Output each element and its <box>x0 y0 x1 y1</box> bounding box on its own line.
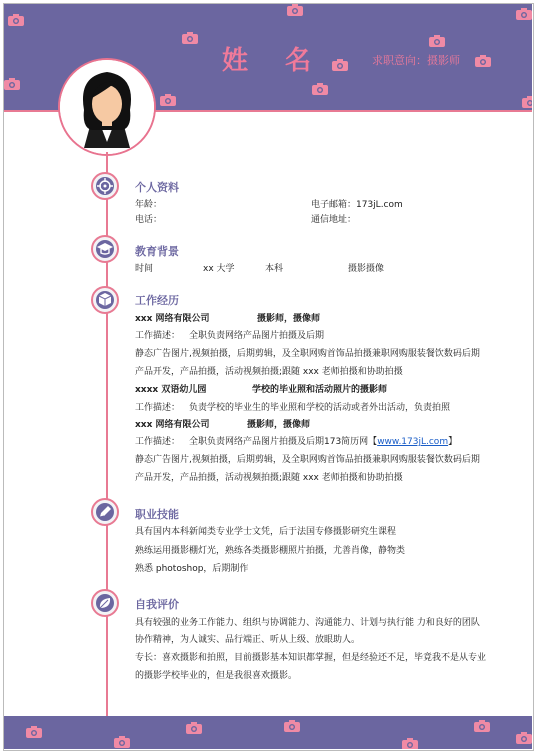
personal-node <box>91 172 119 200</box>
job3-desc-end: 】 <box>448 437 458 447</box>
job1-desc-label: 工作描述： <box>135 331 181 341</box>
education-time: 时间 <box>135 264 154 274</box>
skills-node <box>91 498 119 526</box>
skills-line2: 熟练运用摄影棚灯光，熟练各类摄影棚照片拍摄，尤善肖像，静物类 <box>135 546 406 556</box>
avatar <box>58 58 156 156</box>
camera-icon <box>4 78 20 90</box>
camera-icon <box>284 720 300 732</box>
camera-icon <box>26 726 42 738</box>
candidate-name: 姓 名 <box>222 46 326 76</box>
education-node <box>91 235 119 263</box>
job3-link[interactable]: www.173jL.com <box>377 437 449 447</box>
crosshair-icon <box>96 177 114 195</box>
job2-company: xxxx 双语幼儿园 <box>135 385 207 395</box>
job2-desc-label: 工作描述： <box>135 403 181 413</box>
camera-icon <box>332 59 348 71</box>
education-major: 摄影摄像 <box>348 264 385 274</box>
job3-role: 摄影师，摄像师 <box>247 420 311 430</box>
job1-desc: 全职负责网络产品图片拍摄及后期 <box>189 331 325 341</box>
evaluation-title: 自我评价 <box>135 598 179 611</box>
education-title: 教育背景 <box>135 245 179 258</box>
cube-icon <box>96 291 114 309</box>
camera-icon <box>186 722 202 734</box>
phone-label: 电话： <box>135 215 163 225</box>
footer-band <box>4 716 532 749</box>
evaluation-line2: 协作精神，为人诚实、品行端正、听从上级、放眼助人。 <box>135 635 361 645</box>
job2-role: 学校的毕业照和活动照片的摄影师 <box>252 385 388 395</box>
job1-company: xxx 网络有限公司 <box>135 314 210 324</box>
job3-desc: 全职负责网络产品图片拍摄及后期173简历网【 <box>189 437 378 447</box>
education-school: xx 大学 <box>203 264 235 274</box>
camera-icon <box>522 96 532 108</box>
job3-company: xxx 网络有限公司 <box>135 420 210 430</box>
graduation-cap-icon <box>96 240 114 258</box>
camera-icon <box>160 94 176 106</box>
camera-icon <box>516 8 532 20</box>
skills-title: 职业技能 <box>135 508 179 521</box>
camera-icon <box>8 14 24 26</box>
evaluation-line4: 的摄影学校毕业的，但是我很喜欢摄影。 <box>135 671 298 681</box>
age-label: 年龄： <box>135 200 163 210</box>
evaluation-node <box>91 589 119 617</box>
camera-icon <box>475 55 491 67</box>
camera-icon <box>429 35 445 47</box>
job3-desc-label: 工作描述： <box>135 437 181 447</box>
job3-line2: 静态广告图片,视频拍摄，后期剪辑，及全职网购首饰品拍摄兼职网购服装餐饮数码后期 <box>135 455 480 465</box>
job1-line3: 产品开发，产品拍摄，活动视频拍摄;跟随 xxx 老师拍摄和协助拍摄 <box>135 367 403 377</box>
job-target: 求职意向：摄影师 <box>372 54 460 67</box>
camera-icon <box>474 720 490 732</box>
leaf-icon <box>96 594 114 612</box>
camera-icon <box>287 4 303 16</box>
email-label: 电子邮箱：173jL.com <box>311 200 403 210</box>
evaluation-line3: 专长：喜欢摄影和拍照，目前摄影基本知识都掌握，但是经验还不足，毕竟我不是从专业 <box>135 653 487 663</box>
job3-desc-row <box>189 434 457 447</box>
evaluation-line1: 具有较强的业务工作能力、组织与协调能力、沟通能力、计划与执行能 力和良好的团队 <box>135 618 480 628</box>
camera-icon <box>402 738 418 749</box>
job1-role: 摄影师，摄像师 <box>257 314 321 324</box>
skills-line1: 具有国内本科新闻类专业学士文凭，后于法国专修摄影研究生课程 <box>135 527 397 537</box>
education-degree: 本科 <box>265 264 284 274</box>
camera-icon <box>182 32 198 44</box>
job2-desc: 负责学校的毕业生的毕业照和学校的活动或者外出活动，负责拍照 <box>189 403 451 413</box>
personal-title: 个人资料 <box>135 181 179 194</box>
job3-line3: 产品开发，产品拍摄，活动视频拍摄;跟随 xxx 老师拍摄和协助拍摄 <box>135 473 403 483</box>
camera-icon <box>312 83 328 95</box>
camera-icon <box>114 736 130 748</box>
camera-icon <box>516 732 532 744</box>
address-label: 通信地址： <box>311 215 357 225</box>
job1-line2: 静态广告图片,视频拍摄，后期剪辑，及全职网购首饰品拍摄兼职网购服装餐饮数码后期 <box>135 349 480 359</box>
pencil-icon <box>96 503 114 521</box>
avatar-illustration <box>60 60 154 154</box>
skills-line3: 熟悉 photoshop，后期制作 <box>135 564 249 574</box>
work-node <box>91 286 119 314</box>
work-title: 工作经历 <box>135 294 179 307</box>
